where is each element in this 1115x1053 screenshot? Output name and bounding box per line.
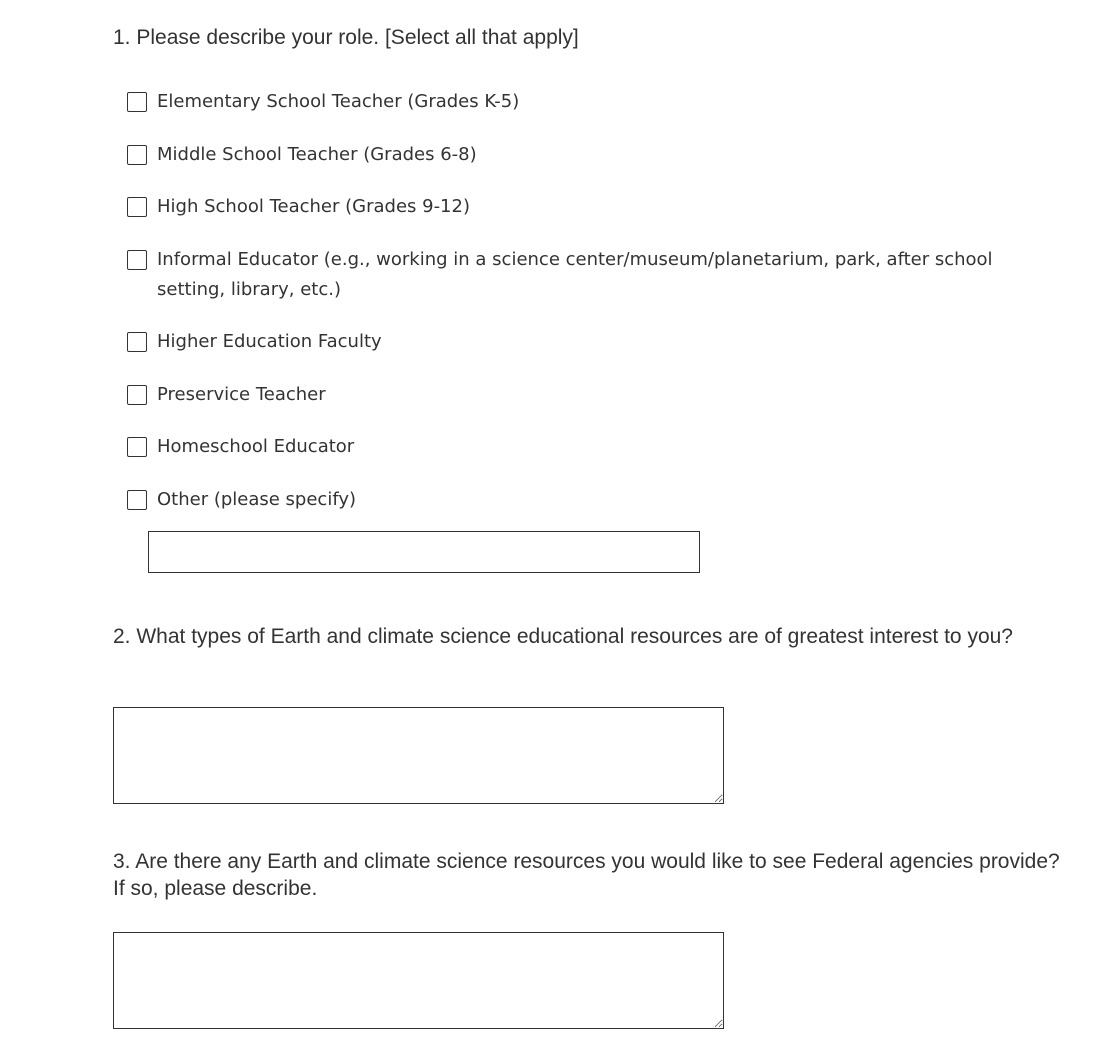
option-high-school-teacher[interactable] <box>127 196 1027 222</box>
checkbox[interactable] <box>127 385 147 405</box>
option-informal-educator[interactable] <box>127 249 1027 305</box>
other-specify-input[interactable] <box>148 531 700 573</box>
option-label: Middle School Teacher (Grades 6-8) <box>157 144 477 165</box>
checkbox[interactable] <box>127 250 147 270</box>
option-label: High School Teacher (Grades 9-12) <box>157 196 470 217</box>
option-middle-school-teacher[interactable] <box>127 144 1027 170</box>
option-higher-education-faculty[interactable] <box>127 331 1027 357</box>
option-label: Preservice Teacher <box>157 384 326 405</box>
question-3-title: 3. Are there any Earth and climate science resources you would like to see Federal agencies provide? If so, please describe. <box>113 850 1060 900</box>
option-label: Homeschool Educator <box>157 436 355 457</box>
question-3-answer-textarea[interactable] <box>113 932 724 1029</box>
question-2-answer-textarea[interactable] <box>113 707 724 804</box>
checkbox[interactable] <box>127 92 147 112</box>
option-label: Informal Educator (e.g., working in a science center/museum/planetarium, park, after school setting, library, etc.) <box>157 249 993 300</box>
checkbox[interactable] <box>127 332 147 352</box>
option-other[interactable] <box>127 489 1027 515</box>
option-elementary-teacher[interactable] <box>127 91 1027 117</box>
question-2-title: 2. What types of Earth and climate science educational resources are of greatest interest to you? <box>113 625 1013 648</box>
option-preservice-teacher[interactable] <box>127 384 1027 410</box>
question-1-title: 1. Please describe your role. [Select all that apply] <box>113 26 579 49</box>
option-label: Elementary School Teacher (Grades K-5) <box>157 91 520 112</box>
checkbox[interactable] <box>127 197 147 217</box>
checkbox[interactable] <box>127 490 147 510</box>
checkbox[interactable] <box>127 437 147 457</box>
option-homeschool-educator[interactable] <box>127 436 1027 462</box>
option-label: Higher Education Faculty <box>157 331 382 352</box>
option-label: Other (please specify) <box>157 489 357 510</box>
checkbox[interactable] <box>127 145 147 165</box>
